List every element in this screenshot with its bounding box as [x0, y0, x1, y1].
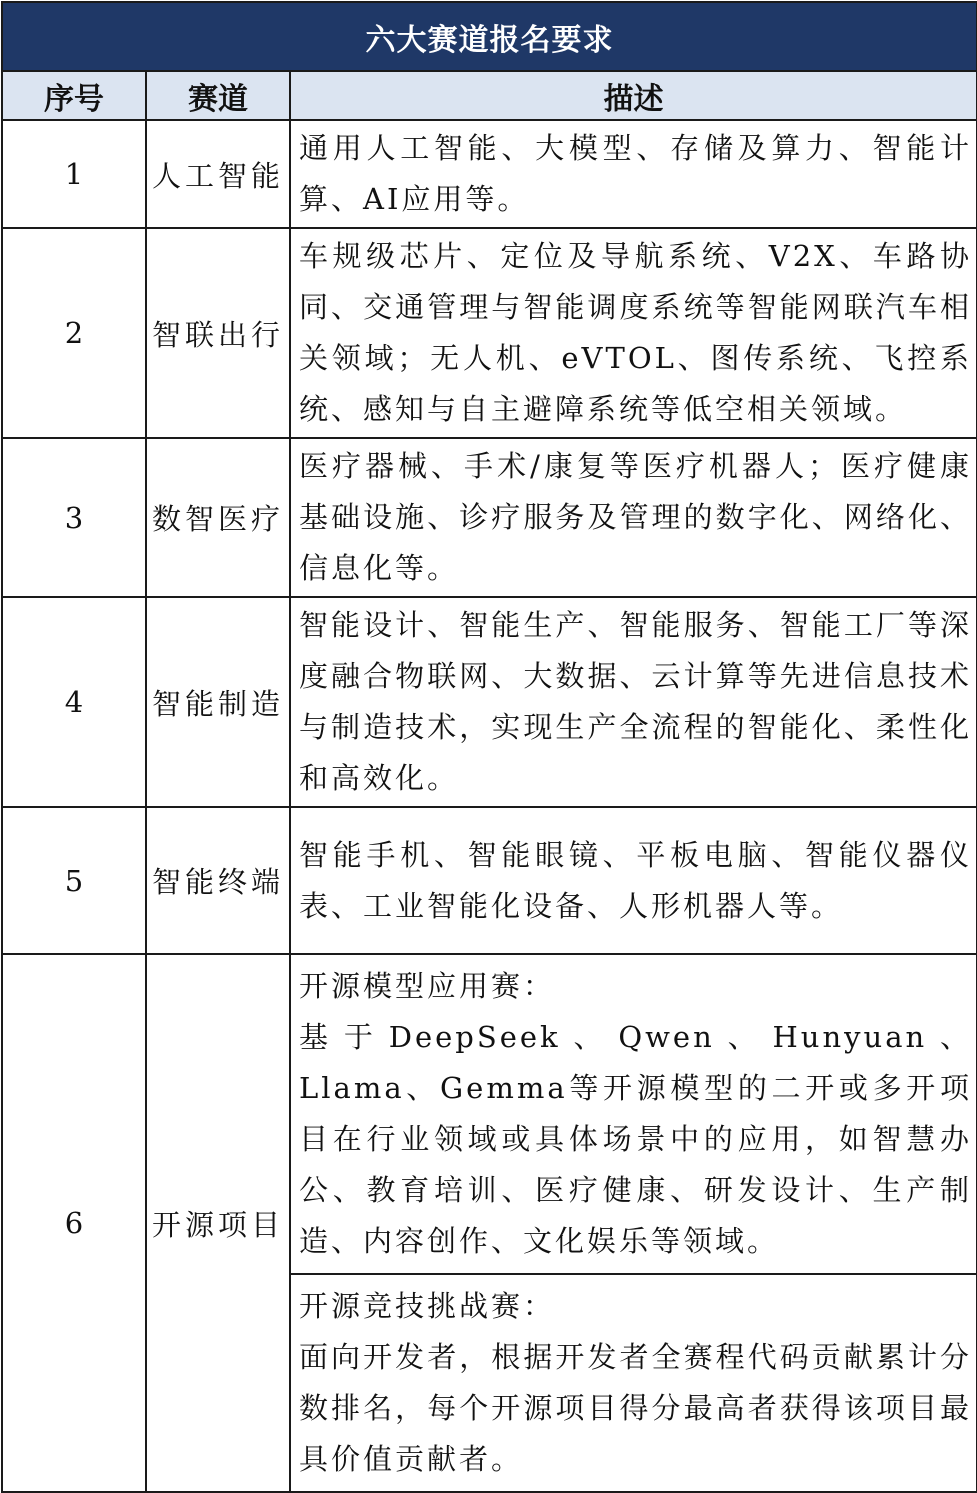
- row-number: 5: [2, 807, 146, 954]
- sub-track-title: 开源竞技挑战赛：: [299, 1289, 556, 1323]
- row-number: 6: [2, 954, 146, 1492]
- title-row: [2, 2, 977, 71]
- table-row: [2, 438, 977, 597]
- table-row: [2, 954, 977, 1274]
- track-name: 人工智能: [146, 120, 290, 228]
- header-no: 序号: [2, 71, 146, 120]
- track-name: 智联出行: [146, 228, 290, 438]
- track-description: 智能手机、智能眼镜、平板电脑、智能仪器仪表、工业智能化设备、人形机器人等。: [290, 807, 977, 954]
- track-description: 智能设计、智能生产、智能服务、智能工厂等深度融合物联网、大数据、云计算等先进信息技术与制造技术，实现生产全流程的智能化、柔性化和高效化。: [290, 597, 977, 807]
- sub-track-description: [290, 1274, 977, 1492]
- table-title: 六大赛道报名要求: [2, 2, 977, 71]
- track-requirements-table: [1, 1, 977, 1493]
- track-description: 通用人工智能、大模型、存储及算力、智能计算、AI应用等。: [290, 120, 977, 228]
- header-desc: 描述: [290, 71, 977, 120]
- sub-track-body: 基于DeepSeek、Qwen、Hunyuan、Llama、Gemma等开源模型的二开或多开项目在行业领域或具体场景中的应用，如智慧办公、教育培训、医疗健康、研发设计、生产制造、内容创作、文化娱乐等领域。: [299, 1020, 973, 1258]
- track-name: 开源项目: [146, 954, 290, 1492]
- sub-track-description: [290, 954, 977, 1274]
- track-name: 数智医疗: [146, 438, 290, 597]
- table-row: [2, 597, 977, 807]
- row-number: 1: [2, 120, 146, 228]
- sub-track-title: 开源模型应用赛：: [299, 969, 556, 1003]
- track-name: 智能终端: [146, 807, 290, 954]
- track-name: 智能制造: [146, 597, 290, 807]
- track-description: 医疗器械、手术/康复等医疗机器人；医疗健康基础设施、诊疗服务及管理的数字化、网络化、信息化等。: [290, 438, 977, 597]
- table-row: [2, 120, 977, 228]
- table-row: [2, 807, 977, 954]
- track-description: 车规级芯片、定位及导航系统、V2X、车路协同、交通管理与智能调度系统等智能网联汽车相关领域；无人机、eVTOL、图传系统、飞控系统、感知与自主避障系统等低空相关领域。: [290, 228, 977, 438]
- sub-track-body: 面向开发者，根据开发者全赛程代码贡献累计分数排名，每个开源项目得分最高者获得该项目最具价值贡献者。: [299, 1340, 973, 1476]
- table-row: [2, 228, 977, 438]
- row-number: 2: [2, 228, 146, 438]
- header-row: [2, 71, 977, 120]
- row-number: 3: [2, 438, 146, 597]
- header-track: 赛道: [146, 71, 290, 120]
- row-number: 4: [2, 597, 146, 807]
